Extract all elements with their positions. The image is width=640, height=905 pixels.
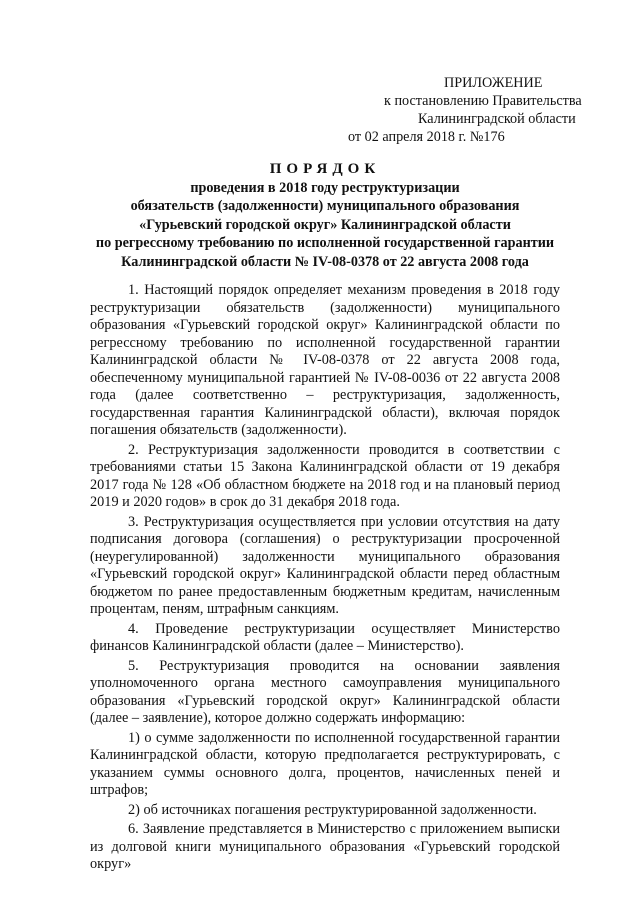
paragraph-5-item-2: 2) об источниках погашения реструктурированной задолженности.: [128, 801, 537, 818]
heading-line-3: «Гурьевский городской округ» Калининградской области: [139, 216, 511, 233]
paragraph-6: 6. Заявление представляется в Министерство с приложением выписки из долговой книги муниципального образования «Гурьевский городской округ»: [90, 821, 560, 872]
document-body: [90, 282, 560, 876]
document-heading: [90, 160, 560, 271]
heading-title: ПОРЯДОК: [269, 161, 381, 177]
paragraph-5-item-1: 1) о сумме задолженности по исполненной государственной гарантии Калининградской области, которую предполагается реструктурировать, с указанием суммы основного долга, процентов, начисленных пеней и штрафов;: [90, 729, 560, 798]
heading-line-4: по регрессному требованию по исполненной государственной гарантии: [95, 235, 555, 251]
appendix-region-line: Калининградской области: [418, 111, 576, 127]
paragraph-4: 4. Проведение реструктуризации осуществляет Министерство финансов Калининградской области (далее – Министерство).: [90, 620, 560, 654]
heading-line-2: обязательств (задолженности) муниципального образования: [130, 198, 520, 214]
heading-line-1: проведения в 2018 году реструктуризации: [190, 179, 460, 196]
heading-line-5: Калининградской области № IV-08-0378 от 22 августа 2008 года: [121, 253, 529, 270]
appendix-resolution-line: к постановлению Правительства: [384, 93, 582, 109]
appendix-date-number: от 02 апреля 2018 г. №176: [348, 129, 505, 145]
paragraph-3: 3. Реструктуризация осуществляется при условии отсутствия на дату подписания договора (соглашения) о реструктуризации просроченной (неурегулированной) задолженности муниципального образования «Гурьевский городской округ» Калининградской области перед областным бюджетом по ранее предоставленным бюджетным кредитам, начисленным процентам, пеням, штрафным санкциям.: [90, 513, 560, 617]
appendix-block: [340, 74, 602, 146]
paragraph-1: 1. Настоящий порядок определяет механизм проведения в 2018 году реструктуризации обязательств (задолженности) муниципального образования «Гурьевский городской округ» Калининградской области по регрессному требованию по исполненной государственной гарантии Калининградской области № IV-08-0378 от 22 августа 2008 года, обеспеченному муниципальной гарантией № IV-08-0036 от 22 августа 2008 года (далее соответственно – реструктуризация, задолженность, государственная гарантия Калининградской области), включая порядок погашения обязательств (задолженности).: [90, 282, 560, 438]
paragraph-2: 2. Реструктуризация задолженности проводится в соответствии с требованиями статьи 15 Закона Калининградской области от 19 декабря 2017 года № 128 «Об областном бюджете на 2018 год и на плановый период 2019 и 2020 годов» в срок до 31 декабря 2018 года.: [90, 441, 560, 510]
paragraph-5: 5. Реструктуризация проводится на основании заявления уполномоченного органа местного самоуправления муниципального образования «Гурьевский городской округ» Калининградской области (далее – заявление), которое должно содержать информацию:: [90, 657, 560, 726]
appendix-title: ПРИЛОЖЕНИЕ: [444, 75, 543, 91]
